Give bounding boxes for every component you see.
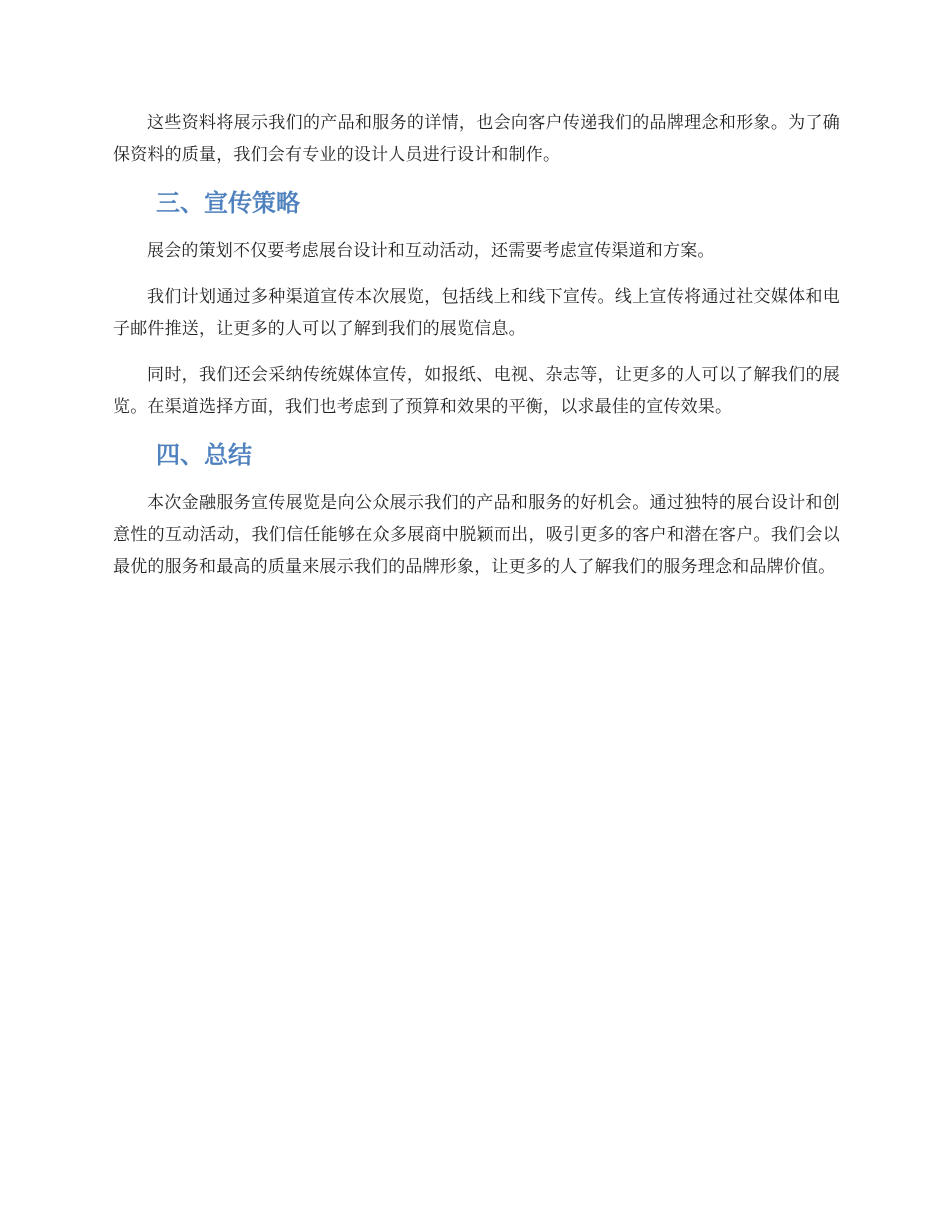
paragraph-channels: 我们计划通过多种渠道宣传本次展览，包括线上和线下宣传。线上宣传将通过社交媒体和电子邮件推送，让更多的人可以了解到我们的展览信息。 (113, 287, 840, 339)
paragraph-materials: 这些资料将展示我们的产品和服务的详情，也会向客户传递我们的品牌理念和形象。为了确保资料的质量，我们会有专业的设计人员进行设计和制作。 (113, 113, 840, 165)
heading-summary: 四、总结 (156, 441, 252, 469)
document-page (113, 107, 840, 597)
heading-promotion-strategy: 三、宣传策略 (156, 189, 300, 217)
paragraph-strategy-intro: 展会的策划不仅要考虑展台设计和互动活动，还需要考虑宣传渠道和方案。 (147, 241, 715, 261)
paragraph-traditional-media: 同时，我们还会采纳传统媒体宣传，如报纸、电视、杂志等，让更多的人可以了解我们的展览。在渠道选择方面，我们也考虑到了预算和效果的平衡，以求最佳的宣传效果。 (113, 365, 840, 417)
paragraph-summary: 本次金融服务宣传展览是向公众展示我们的产品和服务的好机会。通过独特的展台设计和创意性的互动活动，我们信任能够在众多展商中脱颖而出，吸引更多的客户和潜在客户。我们会以最优的服务和最高的质量来展示我们的品牌形象，让更多的人了解我们的服务理念和品牌价值。 (113, 493, 840, 577)
